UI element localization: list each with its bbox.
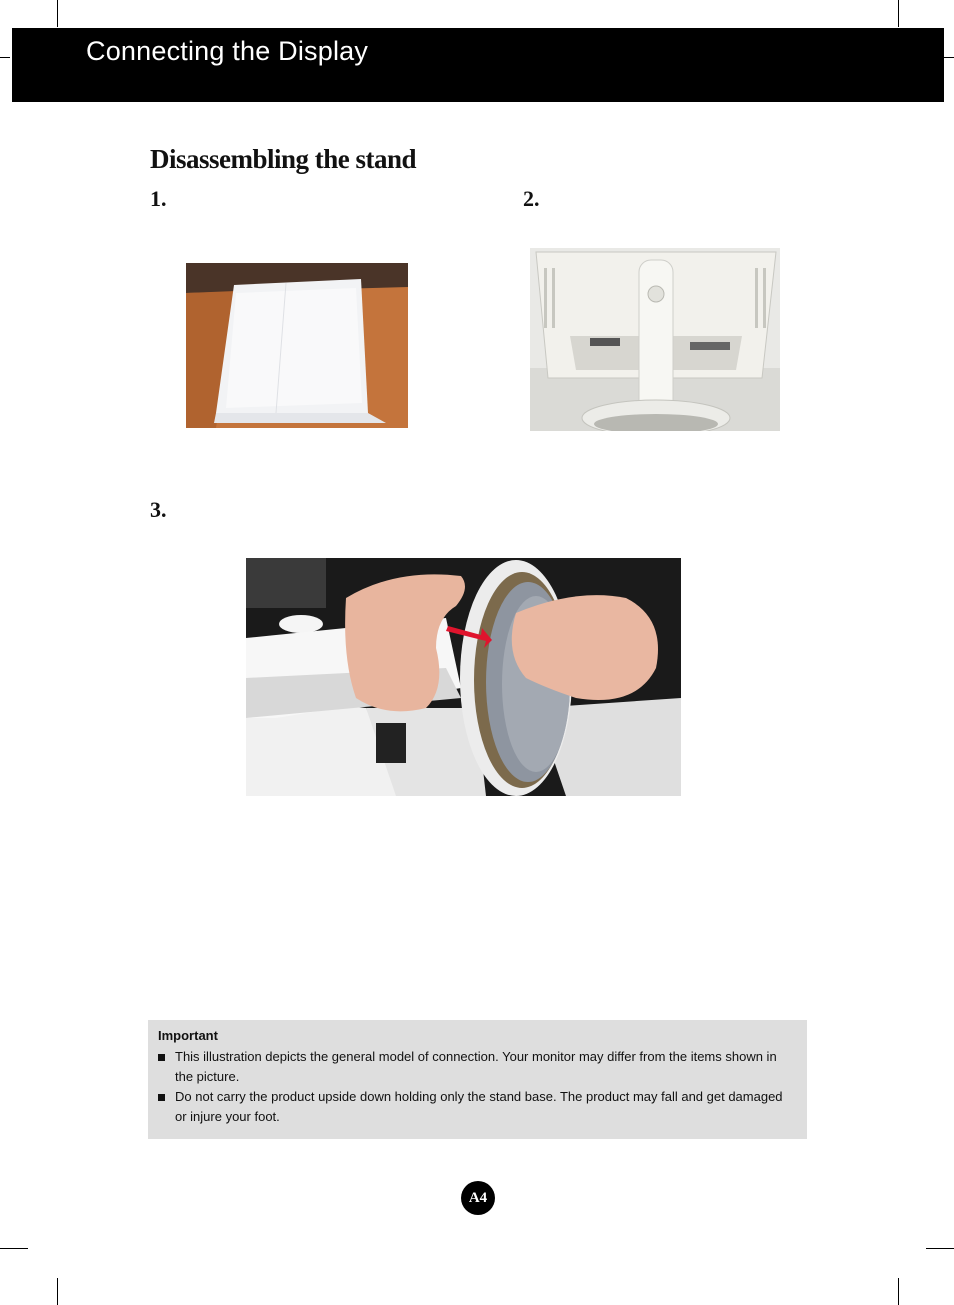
important-note — [148, 1020, 807, 1139]
crop-mark — [57, 1278, 58, 1305]
step-2-number: 2. — [523, 186, 540, 211]
crop-mark — [57, 0, 58, 27]
bullet-icon — [158, 1094, 165, 1101]
important-list — [158, 1047, 788, 1127]
monitor-back-stand-photo — [530, 248, 780, 431]
crop-mark — [944, 57, 954, 58]
page-title: Connecting the Display — [86, 36, 369, 66]
bullet-icon — [158, 1054, 165, 1061]
hands-removing-stand-base-photo — [246, 558, 681, 796]
step-3-number: 3. — [150, 497, 167, 522]
section-title: Disassembling the stand — [150, 144, 417, 174]
cloth-on-table-photo — [186, 263, 408, 428]
important-title: Important — [158, 1028, 218, 1043]
step-1-number: 1. — [150, 186, 167, 211]
list-item — [158, 1087, 788, 1127]
page-number: A4 — [461, 1181, 495, 1215]
crop-mark — [898, 1278, 899, 1305]
crop-mark — [898, 0, 899, 27]
important-item-text: This illustration depicts the general model of connection. Your monitor may differ from the items shown in the picture. — [175, 1049, 777, 1084]
important-item-text: Do not carry the product upside down holding only the stand base. The product may fall and get damaged or injure your foot. — [175, 1089, 783, 1124]
crop-mark — [0, 1248, 28, 1249]
crop-mark — [926, 1248, 954, 1249]
crop-mark — [0, 57, 10, 58]
list-item — [158, 1047, 788, 1087]
